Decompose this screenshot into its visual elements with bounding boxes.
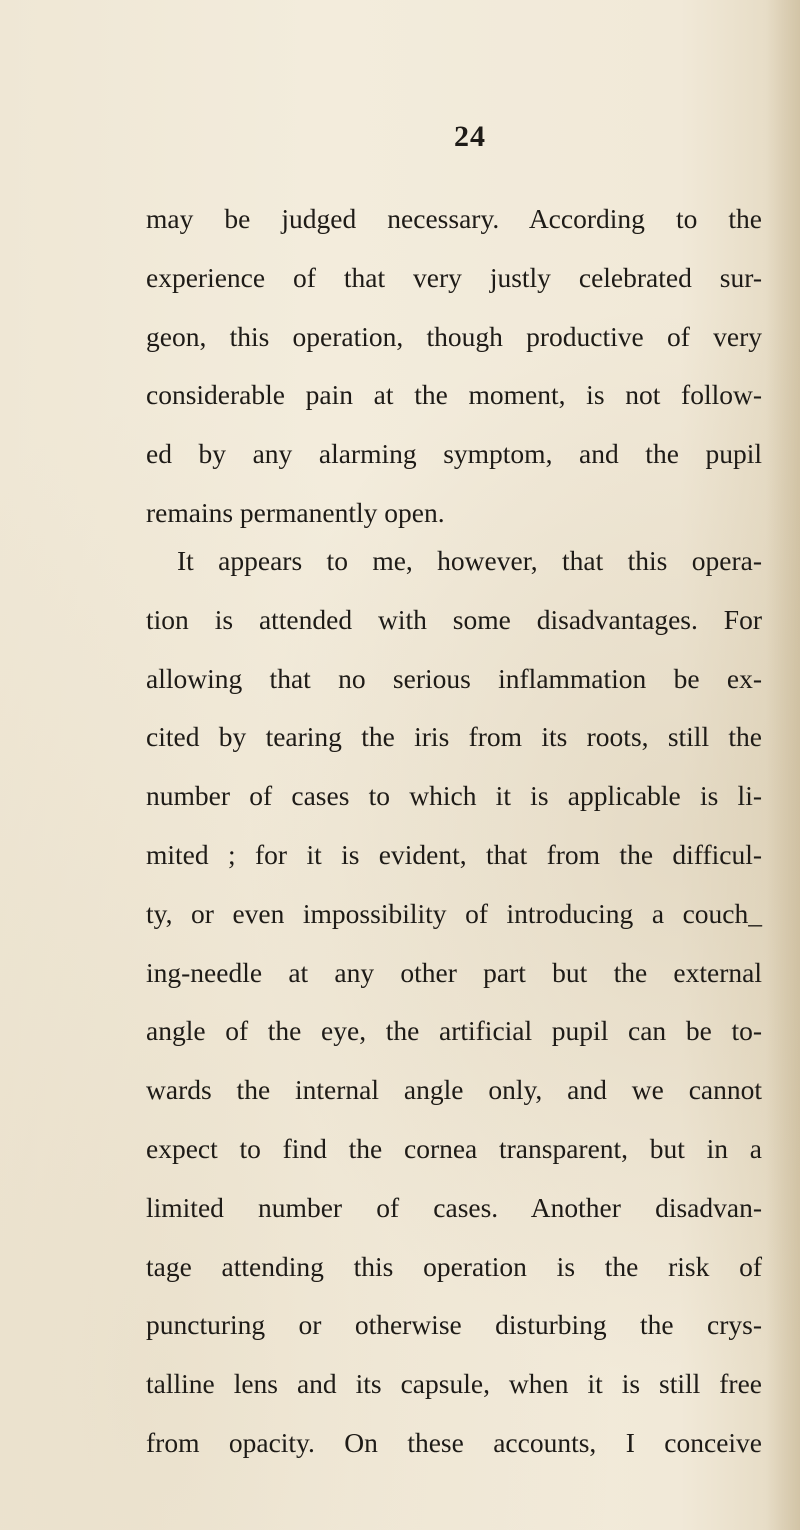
text-line: tion is attended with some disadvantages. For <box>146 603 762 635</box>
text-line: ing-needle at any other part but the external <box>146 956 762 988</box>
paragraph-1 <box>146 190 762 543</box>
text-line: puncturing or otherwise disturbing the crys- <box>146 1309 762 1341</box>
text-line: It appears to me, however, that this opera- <box>177 545 762 576</box>
text-line: remains permanently open. <box>146 496 445 528</box>
page-number: 24 <box>454 120 486 153</box>
text-line: talline lens and its capsule, when it is still free <box>146 1368 762 1400</box>
text-line: wards the internal angle only, and we cannot <box>146 1074 762 1106</box>
text-line: ed by any alarming symptom, and the pupil <box>146 438 762 470</box>
text-line: angle of the eye, the artificial pupil can be to- <box>146 1015 762 1047</box>
text-line: from opacity. On these accounts, I conceive <box>146 1426 762 1458</box>
text-line: mited ; for it is evident, that from the difficul- <box>146 838 762 870</box>
text-line: number of cases to which it is applicable is li- <box>146 780 762 812</box>
text-line: ty, or even impossibility of introducing a couch_ <box>146 897 762 929</box>
paragraph-2 <box>146 532 762 1473</box>
text-line: considerable pain at the moment, is not follow- <box>146 379 762 411</box>
text-line: expect to find the cornea transparent, but in a <box>146 1132 762 1164</box>
text-line: may be judged necessary. According to the <box>146 203 762 234</box>
text-line: tage attending this operation is the risk of <box>146 1250 762 1282</box>
text-line: cited by tearing the iris from its roots, still the <box>146 721 762 753</box>
text-line: experience of that very justly celebrated sur- <box>146 261 762 293</box>
text-line: allowing that no serious inflammation be ex- <box>146 662 762 694</box>
text-line: geon, this operation, though productive of very <box>146 320 762 352</box>
page-edge-shadow <box>766 0 800 1530</box>
text-line: limited number of cases. Another disadvan- <box>146 1191 762 1223</box>
